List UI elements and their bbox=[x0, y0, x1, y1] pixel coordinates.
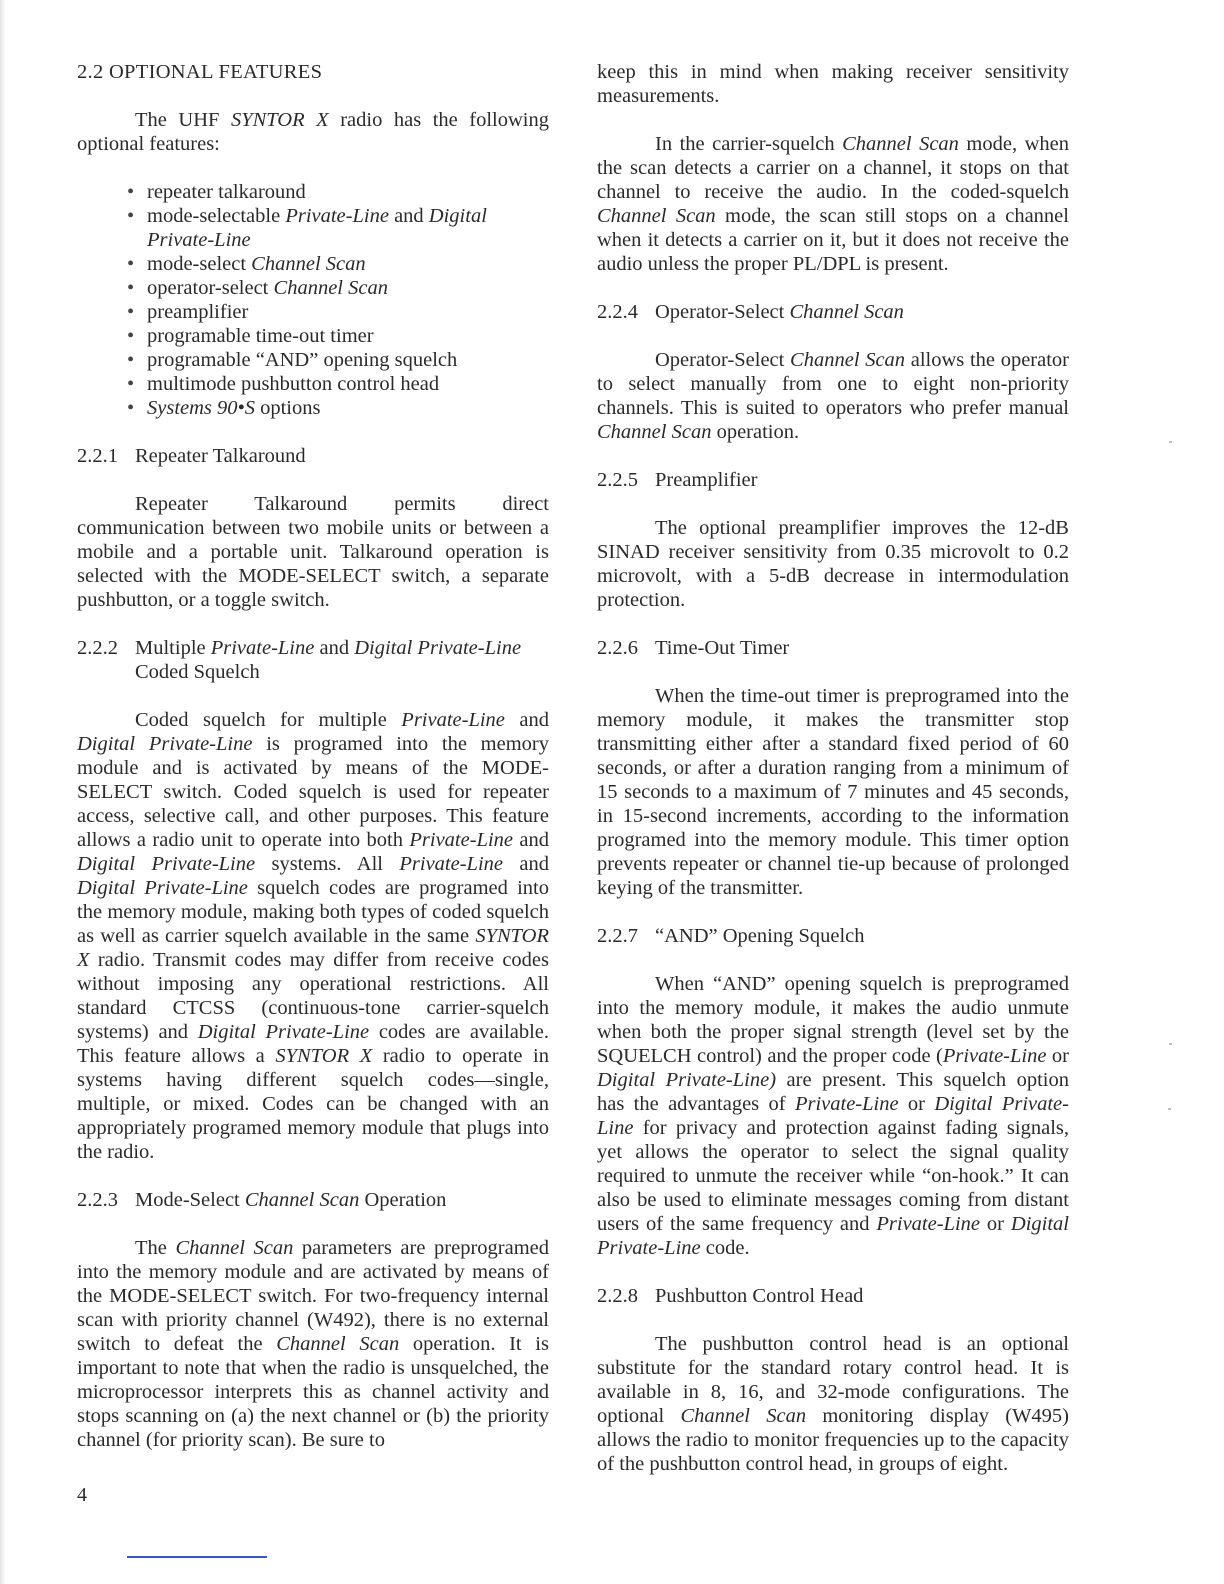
italic-term: Systems 90•S bbox=[147, 397, 255, 419]
section-number: 2.2.3 bbox=[77, 1189, 118, 1211]
section-title: Operator-Select Channel Scan bbox=[655, 301, 904, 323]
feature-item: • mode-selectable Private-Line and Digital Private-Line bbox=[127, 204, 549, 252]
heading-2-2-8 bbox=[597, 1284, 1069, 1308]
continued-paragraph: keep this in mind when making receiver sensitivity measurements. bbox=[597, 61, 1069, 107]
paragraph-2-2-1: Repeater Talkaround permits direct communication between two mobile units or between a mobile and a portable unit. Talkaround operation is selected with the MODE-SELECT switch, a separate pushbutton, or a toggle switch. bbox=[77, 493, 549, 611]
feature-item: • preamplifier bbox=[127, 300, 549, 324]
paragraph-2-2-7: When “AND” opening squelch is preprogramed into the memory module, it makes the audio unmute when both the proper signal strength (level set by the SQUELCH control) and the proper code (Private-Line or Digital Private-Line) are present. This squelch option has the advantages of Private-Line or Digital Private-Line for privacy and protection against fading signals, yet allows the operator to select the signal quality required to unmute the receiver while “on-hook.” It can also be used to eliminate messages coming from distant users of the same frequency and Private-Line or Digital Private-Line code. bbox=[597, 973, 1069, 1259]
italic-term: Digital Private-Line) bbox=[597, 1069, 777, 1091]
intro-paragraph: The UHF SYNTOR X radio has the following optional features: bbox=[77, 109, 549, 155]
feature-item: • operator-select Channel Scan bbox=[127, 276, 549, 300]
blue-rule bbox=[127, 1556, 267, 1558]
italic-term: Digital Private-Line bbox=[77, 853, 256, 875]
italic-term: Digital Private-Line bbox=[77, 877, 248, 899]
scan-speck bbox=[1169, 441, 1172, 443]
italic-term: Channel Scan bbox=[276, 1333, 400, 1355]
italic-term: Digital Private-Line bbox=[597, 1093, 1069, 1139]
italic-term: SYNTOR X bbox=[77, 925, 549, 971]
italic-term: Private-Line bbox=[401, 709, 505, 731]
italic-term: Private-Line bbox=[942, 1045, 1047, 1067]
paragraph-2-2-2: Coded squelch for multiple Private-Line and Digital Private-Line is programed into the memory module and is activated by means of the MODE-SELECT switch. Coded squelch is used for repeater access, selective call, and other purposes. This feature allows a radio unit to operate into both Private-Line and Digital Private-Line systems. All Private-Line and Digital Private-Line squelch codes are programed into the memory module, making both types of coded squelch as well as carrier squelch available in the same SYNTOR X radio. Transmit codes may differ from receive codes without imposing any operational restrictions. All standard CTCSS (continuous-tone carrier-squelch systems) and Digital Private-Line codes are available. This feature allows a SYNTOR X radio to operate in systems having different squelch codes—single, multiple, or mixed. Codes can be changed with an appropriately programed memory module that plugs into the radio. bbox=[77, 709, 549, 1163]
italic-term: Digital Private-Line bbox=[597, 1213, 1069, 1259]
italic-term: SYNTOR X bbox=[275, 1045, 373, 1067]
italic-term: Private-Line bbox=[794, 1093, 899, 1115]
italic-term: Digital Private-Line bbox=[354, 637, 522, 659]
italic-term: Channel Scan bbox=[175, 1237, 294, 1259]
section-number: 2.2.8 bbox=[597, 1285, 638, 1307]
italic-term: Channel Scan bbox=[244, 1189, 360, 1211]
section-title: Preamplifier bbox=[655, 469, 758, 491]
feature-item: • mode-select Channel Scan bbox=[127, 252, 549, 276]
section-title: Time-Out Timer bbox=[655, 637, 790, 659]
section-title: Repeater Talkaround bbox=[135, 445, 306, 467]
italic-term: Private-Line bbox=[409, 829, 513, 851]
italic-term: Channel Scan bbox=[790, 349, 906, 371]
section-title: Pushbutton Control Head bbox=[655, 1285, 864, 1307]
italic-term: Private-Line bbox=[876, 1213, 980, 1235]
section-number: 2.2.2 bbox=[77, 637, 118, 659]
page-number: 4 bbox=[77, 1484, 87, 1506]
paragraph-2-2-6: When the time-out timer is preprogramed into the memory module, it makes the transmitter stop transmitting either after a standard fixed period of 60 seconds, or after a duration ranging from a minimum of 15 seconds to a maximum of 7 minutes and 45 seconds, in 15-second increments, according to the information programed into the memory module. This timer option prevents repeater or channel tie-up because of prolonged keying of the transmitter. bbox=[597, 685, 1069, 899]
paragraph-2-2-3-continued: In the carrier-squelch Channel Scan mode, when the scan detects a carrier on a channel, it stops on that channel to receive the audio. In the coded-squelch Channel Scan mode, the scan still stops on a channel when it detects a carrier on it, but it does not receive the audio unless the proper PL/DPL is present. bbox=[597, 133, 1069, 275]
feature-item: • repeater talkaround bbox=[127, 180, 549, 204]
feature-item: • Systems 90•S options bbox=[127, 396, 549, 420]
right-column bbox=[597, 60, 1069, 1476]
paragraph-2-2-5: The optional preamplifier improves the 12-dB SINAD receiver sensitivity from 0.35 microvolt to 0.2 microvolt, with a 5-dB decrease in intermodulation protection. bbox=[597, 517, 1069, 611]
scan-edge bbox=[0, 0, 6, 1584]
section-heading: 2.2 OPTIONAL FEATURES bbox=[77, 61, 323, 83]
heading-2-2-2 bbox=[77, 636, 549, 684]
italic-term: Channel Scan bbox=[597, 205, 716, 227]
italic-term: Private-Line bbox=[285, 205, 389, 227]
italic-term: Private-Line bbox=[399, 853, 503, 875]
section-title: Mode-Select Channel Scan Operation bbox=[135, 1189, 447, 1211]
paragraph-2-2-4: Operator-Select Channel Scan allows the operator to select manually from one to eight non-priority channels. This is suited to operators who prefer manual Channel Scan operation. bbox=[597, 349, 1069, 443]
italic-term: Channel Scan bbox=[842, 133, 959, 155]
section-number: 2.2.6 bbox=[597, 637, 638, 659]
italic-term: Channel Scan bbox=[789, 301, 904, 323]
section-number: 2.2.4 bbox=[597, 301, 638, 323]
section-title: “AND” Opening Squelch bbox=[655, 925, 865, 947]
scan-speck bbox=[1169, 1043, 1172, 1045]
italic-term: SYNTOR X bbox=[230, 109, 329, 131]
italic-term: Channel Scan bbox=[680, 1405, 807, 1427]
italic-term: Channel Scan bbox=[597, 421, 712, 443]
heading-2-2-6 bbox=[597, 636, 1069, 660]
section-number: 2.2.5 bbox=[597, 469, 638, 491]
feature-list bbox=[77, 180, 549, 420]
heading-2-2-5 bbox=[597, 468, 1069, 492]
section-title: Multiple Private-Line and Digital Private-Line Coded Squelch bbox=[135, 637, 522, 683]
italic-term: Digital Private-Line bbox=[147, 205, 487, 251]
heading-2-2-7 bbox=[597, 924, 1069, 948]
feature-item: • programable time-out timer bbox=[127, 324, 549, 348]
italic-term: Channel Scan bbox=[251, 253, 366, 275]
italic-term: Channel Scan bbox=[273, 277, 388, 299]
feature-item: • multimode pushbutton control head bbox=[127, 372, 549, 396]
paragraph-2-2-3: The Channel Scan parameters are preprogramed into the memory module and are activated by means of the MODE-SELECT switch. For two-frequency internal scan with priority channel (W492), there is no external switch to defeat the Channel Scan operation. It is important to note that when the radio is unsquelched, the microprocessor interprets this as channel activity and stops scanning on (a) the next channel or (b) the priority channel (for priority scan). Be sure to bbox=[77, 1237, 549, 1451]
italic-term: Digital Private-Line bbox=[197, 1021, 370, 1043]
italic-term: Digital Private-Line bbox=[77, 733, 253, 755]
scan-speck bbox=[1168, 1108, 1171, 1110]
left-column bbox=[77, 60, 549, 1452]
heading-2-2-3 bbox=[77, 1188, 549, 1212]
italic-term: Private-Line bbox=[210, 637, 315, 659]
paragraph-2-2-8: The pushbutton control head is an optional substitute for the standard rotary control head. It is available in 8, 16, and 32-mode configurations. The optional Channel Scan monitoring display (W495) allows the radio to monitor frequencies up to the capacity of the pushbutton control head, in groups of eight. bbox=[597, 1333, 1069, 1475]
heading-2-2-1 bbox=[77, 444, 549, 468]
feature-item: • programable “AND” opening squelch bbox=[127, 348, 549, 372]
section-number: 2.2.7 bbox=[597, 925, 638, 947]
heading-2-2-4 bbox=[597, 300, 1069, 324]
section-number: 2.2.1 bbox=[77, 445, 118, 467]
